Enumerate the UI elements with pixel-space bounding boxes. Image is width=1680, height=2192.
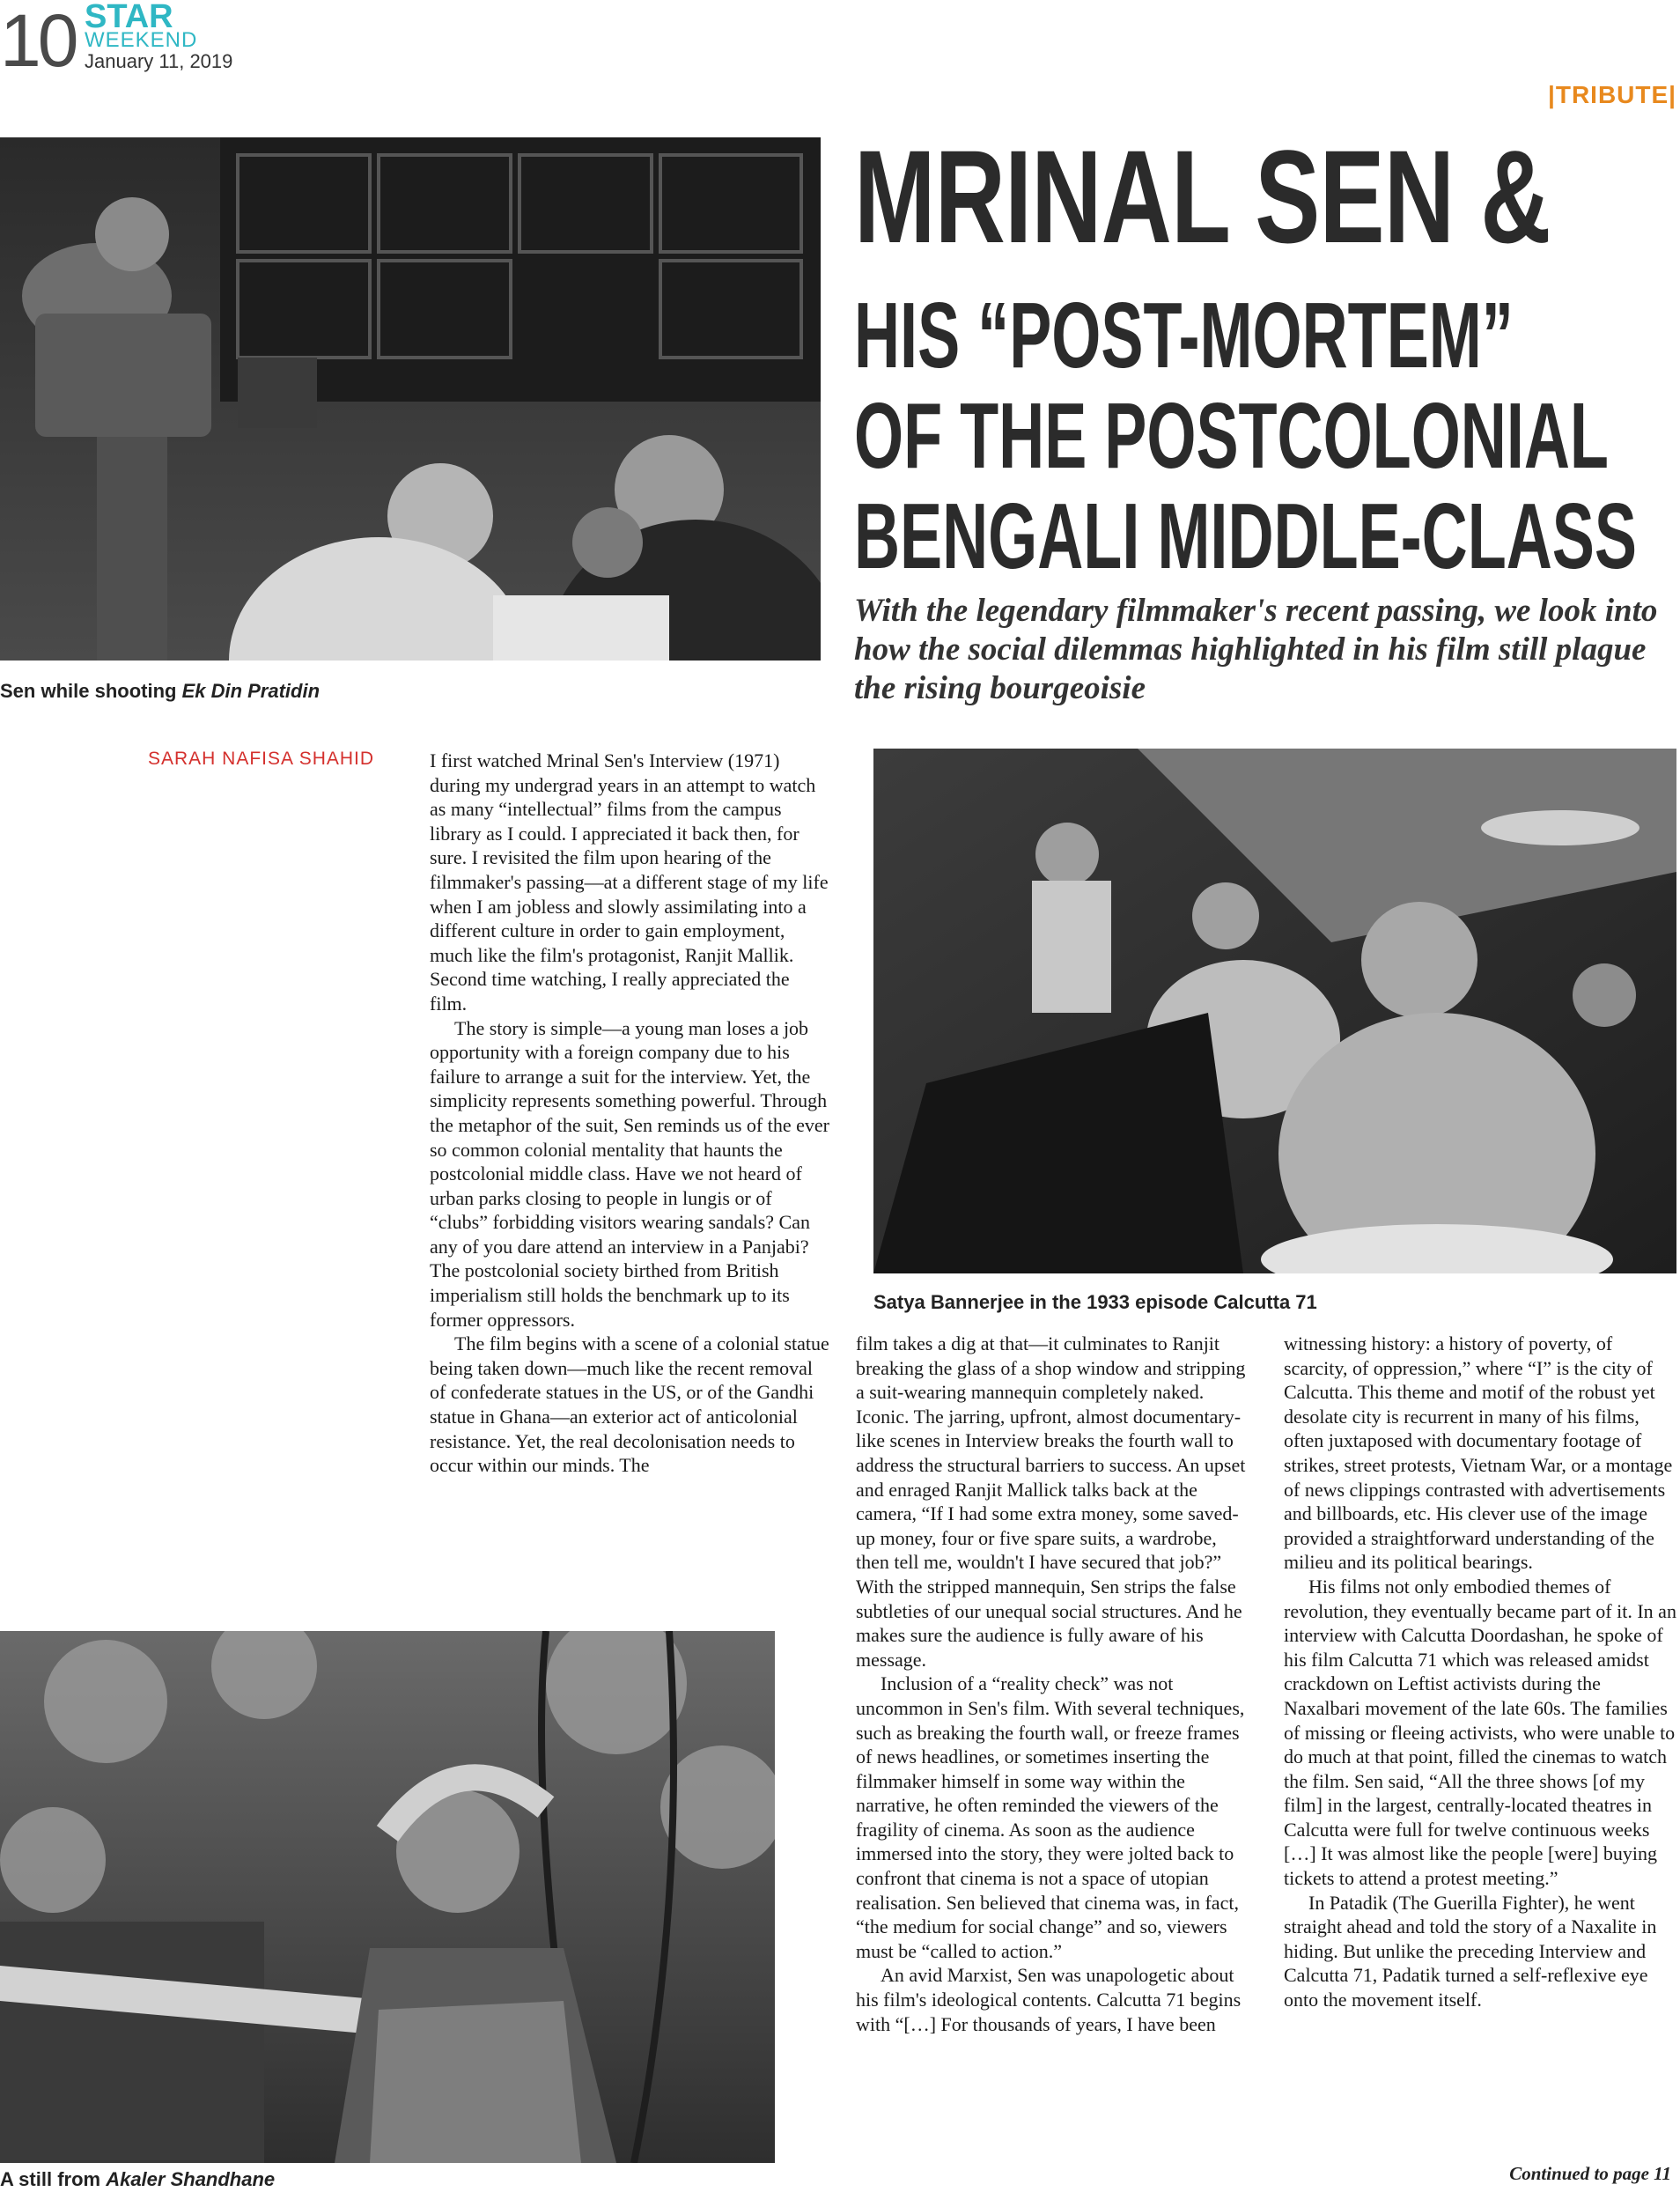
article-column-3 xyxy=(1284,1332,1676,2175)
photo-caption-sen-shooting: Sen while shooting Ek Din Pratidin xyxy=(0,680,321,702)
headline-line-1: MRINAL SEN & xyxy=(854,122,1551,270)
article-column-2 xyxy=(856,1332,1252,2184)
byline: SARAH NAFISA SHAHID xyxy=(148,749,375,769)
issue-date: January 11, 2019 xyxy=(85,50,233,72)
article-paragraph: witnessing history: a history of poverty, of scarcity, of oppression,” where “I” is the city of Calcutta. This theme and motif of the robust yet desolate city is recurrent in many of his films, often juxtaposed with documentary footage of strikes, street protests, Vietnam War, or a montage of news clippings contrasted with advertisements and billboards, etc. His clever use of the image provided a straightforward understanding of the milieu and its political bearings. xyxy=(1284,1332,1673,1574)
article-paragraph: His films not only embodied themes of revolution, they eventually became part of it. In an interview with Calcutta Doordashan, he spoke of his film Calcutta 71 which was released amidst crackdown on Leftist activists during the Naxalbari movement of the late 60s. The families of missing or fleeing activists, who were unable to do much at that point, filled the cinemas to watch the film. Sen said, “All the three shows [of my film] in the largest, centrally-located theatres in Calcutta were full for twelve continuous weeks […] It was almost like the people [were] buying tickets to attend a protest meeting.” xyxy=(1284,1575,1676,1890)
page-number: 10 xyxy=(0,0,76,82)
article-column-1 xyxy=(430,749,831,1613)
masthead-subbrand: WEEKEND xyxy=(85,28,198,52)
article-paragraph: In Patadik (The Guerilla Fighter), he went straight ahead and told the story of a Naxalite in hiding. But unlike the preceding Interview and Calcutta 71, Padatik turned a self-reflexive eye onto the movement itself. xyxy=(1284,1891,1657,2011)
article-paragraph: The film begins with a scene of a colonial statue being taken down—much like the recent removal of confederate statues in the US, or of the Gandhi statue in Ghana—an exterior act of anticolonial resistance. Yet, the real decolonisation needs to occur within our minds. The xyxy=(430,1332,829,1477)
photo-satya-bannerjee xyxy=(873,749,1676,1273)
continued-link[interactable]: Continued to page 11 xyxy=(1509,2163,1671,2184)
article-paragraph: An avid Marxist, Sen was unapologetic about his film's ideological contents. Calcutta 71 begins with “[…] For thousands of years, I have been xyxy=(856,1964,1242,2035)
standfirst: With the legendary filmmaker's recent passing, we look into how the social dilemmas highlighted in his film still plague the rising bourgeoisie xyxy=(854,593,1658,706)
article-paragraph: film takes a dig at that—it culminates to Ranjit breaking the glass of a shop window and stripping a suit-wearing mannequin completely naked. Iconic. The jarring, upfront, almost documentary-like scenes in Interview breaks the fourth wall to address the structural barriers to success. An upset and enraged Ranjit Mallick talks back at the camera, “If I had some extra money, some saved-up money, four or five spare suits, a wardrobe, then tell me, wouldn't I have secured that job?” With the stripped mannequin, Sen strips the false subtleties of our unequal social structures. And he makes sure the audience is fully aware of his message. xyxy=(856,1332,1246,1671)
article-paragraph: The story is simple—a young man loses a job opportunity with a foreign company due to his failure to arrange a suit for the interview. Yet, the simplicity represents something powerful. Through the metaphor of the suit, Sen reminds us of the ever so common colonial mentality that haunts the postcolonial middle class. Have we not heard of urban parks closing to people in lungis or of “clubs” forbidding visitors wearing sandals? Can any of you dare attend an interview in a Panjabi? The postcolonial society birthed from British imperialism still holds the benchmark up to its former oppressors. xyxy=(430,1016,829,1331)
photo-akaler-shandhane xyxy=(0,1631,775,2163)
headline-line-3: OF THE POSTCOLONIAL xyxy=(854,384,1609,488)
headline-line-4: BENGALI MIDDLE-CLASS xyxy=(854,484,1637,588)
headline-line-2: HIS “POST-MORTEM” xyxy=(854,284,1514,387)
photo-caption-satya-bannerjee: Satya Bannerjee in the 1933 episode Calcutta 71 xyxy=(873,1291,1317,1313)
section-label: |TRIBUTE| xyxy=(1548,81,1676,108)
article-paragraph: Inclusion of a “reality check” was not uncommon in Sen's film. With several techniques, such as breaking the fourth wall, or freeze frames of news headlines, or sometimes inserting the filmmaker himself in some way within the narrative, he often reminded the viewers of the fragility of cinema. As soon as the audience immersed into the story, they were jolted back to confront that cinema is not a space of utopian realisation. Sen believed that cinema was, in fact, “the medium for social change” and so, viewers must be “called to action.” xyxy=(856,1672,1245,1962)
photo-sen-shooting xyxy=(0,137,821,661)
article-paragraph: I first watched Mrinal Sen's Interview (1971) during my undergrad years in an attempt to watch as many “intellectual” films from the campus library as I could. I appreciated it back then, for sure. I revisited the film upon hearing of the filmmaker's passing—at a different stage of my life when I am jobless and slowly assimilating into a different culture in order to gain employment, much like the film's protagonist, Ranjit Mallik. Second time watching, I really appreciated the film. xyxy=(430,749,829,1015)
photo-caption-akaler-shandhane: A still from Akaler Shandhane xyxy=(0,2168,276,2190)
masthead-brand: STAR xyxy=(85,0,173,35)
